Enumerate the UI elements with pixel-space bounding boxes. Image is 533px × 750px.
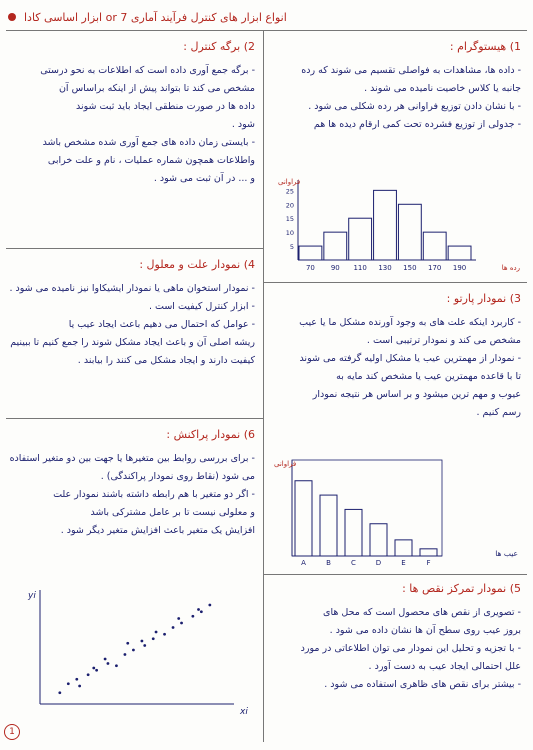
histogram-bar [448, 246, 471, 260]
defect-map-line: بروز عیب روی سطح آن ها نشان داده می شود . [329, 625, 521, 636]
histogram-x-tick-label: 110 [353, 264, 367, 272]
scatter-point [92, 667, 95, 670]
scatter-title: 6) نمودار پراکنش : [166, 428, 255, 441]
pareto-bar [320, 495, 337, 556]
scatter-line: و معلولی نیست تا بر عامل مشترکی باشد [90, 507, 255, 518]
pareto-svg [272, 456, 524, 570]
scatter-chart [24, 586, 254, 722]
pareto-title: 3) نمودار پارتو : [446, 292, 521, 305]
histogram-bar [324, 232, 347, 260]
histogram-line: - با نشان دادن توزیع فراوانی هر رده شکلی می شود . [308, 101, 521, 112]
check-sheet-line: - بایستی زمان داده های جمع آوری شده مشخص باشد [42, 137, 255, 148]
histogram-line: جانبه یا کلاس خاصیت نامیده می شوند . [364, 83, 521, 94]
histogram-bar [349, 218, 372, 260]
scatter-line: - اگر دو متغیر با هم رابطه داشته باشند نمودار علت [53, 489, 255, 500]
header-divider [6, 30, 527, 31]
histogram-x-tick-label: 190 [452, 264, 467, 272]
scatter-line: - برای بررسی روابط بین متغیرها یا جهت بین دو متغیر استفاده [9, 453, 255, 464]
histogram-bar [398, 204, 421, 260]
left-divider-1 [6, 248, 263, 249]
scatter-line: می شود (نقاط روی نمودار پراکندگی) . [100, 471, 255, 482]
scatter-point [132, 649, 135, 652]
scatter-point [141, 640, 144, 643]
page-header [8, 6, 525, 28]
scatter-point [155, 631, 158, 634]
check-sheet-line: - برگه جمع آوری داده است که اطلاعات به نحو درستی [40, 65, 255, 76]
scatter-point [78, 685, 81, 688]
pareto-chart [272, 456, 524, 570]
scatter-point [197, 608, 200, 611]
histogram-y-label: فراوانی [278, 178, 301, 186]
histogram-x-tick-label: 170 [428, 264, 442, 272]
scatter-point [107, 662, 110, 665]
pareto-bar [370, 524, 387, 556]
defect-map-line: - بیشتر برای نقص های ظاهری استفاده می شود . [324, 679, 521, 690]
pareto-line: - کاربرد اینکه علت های به وجود آورنده مشکل ما یا عیب [299, 317, 521, 328]
histogram-x-label: رده ها [501, 264, 520, 272]
histogram-line: - داده ها، مشاهدات به فواصلی تقسیم می شوند که رده [301, 65, 521, 76]
pareto-x-tick-label: E [401, 559, 406, 567]
histogram-x-tick-label: 130 [378, 264, 392, 272]
right-divider-2 [263, 574, 527, 575]
scatter-point [124, 653, 127, 656]
scatter-point [126, 642, 129, 645]
pareto-y-label: فراوانی [274, 460, 297, 468]
cause-effect-line: ریشه اصلی آن و باعث ایجاد مشکل شوند را جمع کنیم تا ببینیم [10, 337, 255, 348]
histogram-svg [272, 176, 524, 280]
histogram-text [271, 62, 521, 134]
histogram-x-tick-label: 70 [305, 264, 315, 272]
scatter-svg [24, 586, 254, 722]
check-sheet-line: و ... در آن ثبت می شود . [153, 173, 255, 184]
scatter-point [163, 633, 166, 636]
header-bullet-icon [8, 13, 16, 21]
scatter-point [172, 626, 175, 629]
scatter-point [200, 610, 203, 613]
scatter-point [191, 615, 194, 618]
left-divider-2 [6, 418, 263, 419]
scatter-text [7, 450, 255, 540]
histogram-chart [272, 176, 524, 280]
cause-effect-text [7, 280, 255, 370]
histogram-y-tick-label: 25 [285, 187, 294, 196]
check-sheet-line: مشخص می کند تا بتواند پیش از اینکه براساس آن [58, 83, 255, 94]
pareto-x-tick-label: F [426, 559, 431, 567]
scatter-point [95, 669, 98, 672]
cause-effect-line: - عوامل که احتمال می دهیم باعث ایجاد عیب یا [68, 319, 255, 330]
pareto-text [271, 314, 521, 422]
scatter-point [152, 637, 155, 640]
pareto-x-tick-label: C [351, 559, 356, 567]
pareto-bar [420, 549, 437, 556]
cause-effect-line: کیفیت دارند و ایجاد مشکل می کنند را بیابند . [77, 355, 255, 366]
scatter-line: افزایش یک متغیر باعث افزایش متغیر دیگر شود . [60, 525, 255, 536]
scatter-point [58, 691, 61, 694]
scatter-point [208, 604, 211, 607]
pareto-x-tick-label: B [326, 559, 331, 567]
scatter-x-label: xi [240, 707, 248, 717]
pareto-frame [292, 460, 442, 556]
cause-effect-title: 4) نمودار علت و معلول : [139, 258, 255, 271]
histogram-y-tick-label: 5 [289, 243, 294, 252]
check-sheet-title: 2) برگه کنترل : [183, 40, 255, 53]
pareto-line: تا با قاعده مهمترین عیب یا مشخص کند مایه به [336, 371, 521, 382]
histogram-bar [299, 246, 322, 260]
check-sheet-line: داده ها در صورت منطقی ایجاد باید ثبت شوند [76, 101, 255, 112]
histogram-title: 1) هیستوگرام : [449, 40, 521, 53]
cause-effect-line: - نمودار استخوان ماهی یا نمودار ایشیکاوا نیز نامیده می شود . [9, 283, 255, 294]
histogram-bar [374, 190, 397, 260]
pareto-line: - نمودار از مهمترین عیب یا مشکل اولیه گرفته می شوند [299, 353, 521, 364]
check-sheet-line: شود . [231, 119, 255, 130]
pareto-x-tick-label: D [375, 559, 382, 567]
defect-map-line: - تصویری از نقص های محصول است که محل های [323, 607, 521, 618]
scatter-point [75, 678, 78, 681]
header-title: انواع ابزار های کنترل فرآیند آماری 7 or ابزار اساسی کادا [24, 10, 287, 24]
scatter-point [87, 673, 90, 676]
pareto-bar [295, 481, 312, 556]
histogram-y-tick-label: 10 [285, 229, 294, 238]
pareto-line: مشخص می کند و نمودار ترتیبی است . [366, 335, 521, 346]
pareto-x-label: عیب ها [495, 549, 518, 558]
scatter-point [104, 658, 107, 661]
defect-map-line: - با تجزیه و تحلیل این نمودار می توان اطلاعاتی در مورد [300, 643, 521, 654]
scatter-point [67, 682, 70, 685]
page-number-badge: 1 [4, 724, 20, 740]
histogram-x-tick-label: 90 [330, 264, 340, 272]
check-sheet-line: واطلاعات همچون شماره عملیات ، نام و علت خرابی [47, 155, 255, 166]
pareto-line: عیوب و مهم ترین میشود و بر اساس هر نتیجه نمودار [312, 389, 521, 400]
scatter-point [115, 664, 118, 667]
pareto-line: رسم کنیم . [476, 407, 521, 418]
pareto-bar [345, 509, 362, 556]
scatter-point [180, 622, 183, 625]
scatter-point [177, 617, 180, 620]
check-sheet-text [7, 62, 255, 188]
defect-map-text [271, 604, 521, 694]
cause-effect-line: - ابزار کنترل کیفیت است . [148, 301, 255, 312]
histogram-y-tick-label: 15 [285, 215, 294, 224]
pareto-bar [395, 540, 412, 556]
defect-map-line: علل احتمالی ایجاد عیب به دست آورد . [368, 661, 521, 672]
histogram-x-tick-label: 150 [403, 264, 417, 272]
right-divider-1 [263, 282, 527, 283]
defect-map-title: 5) نمودار تمرکز نقص ها : [402, 582, 521, 595]
histogram-y-tick-label: 20 [285, 201, 294, 210]
scatter-y-label: yi [28, 591, 36, 601]
pareto-x-tick-label: A [301, 559, 306, 567]
histogram-line: - جدولی از توزیع فشرده تحت کمی ارقام دیده ها هم [313, 119, 521, 130]
column-divider [263, 30, 264, 742]
scatter-point [143, 644, 146, 647]
histogram-bar [423, 232, 446, 260]
